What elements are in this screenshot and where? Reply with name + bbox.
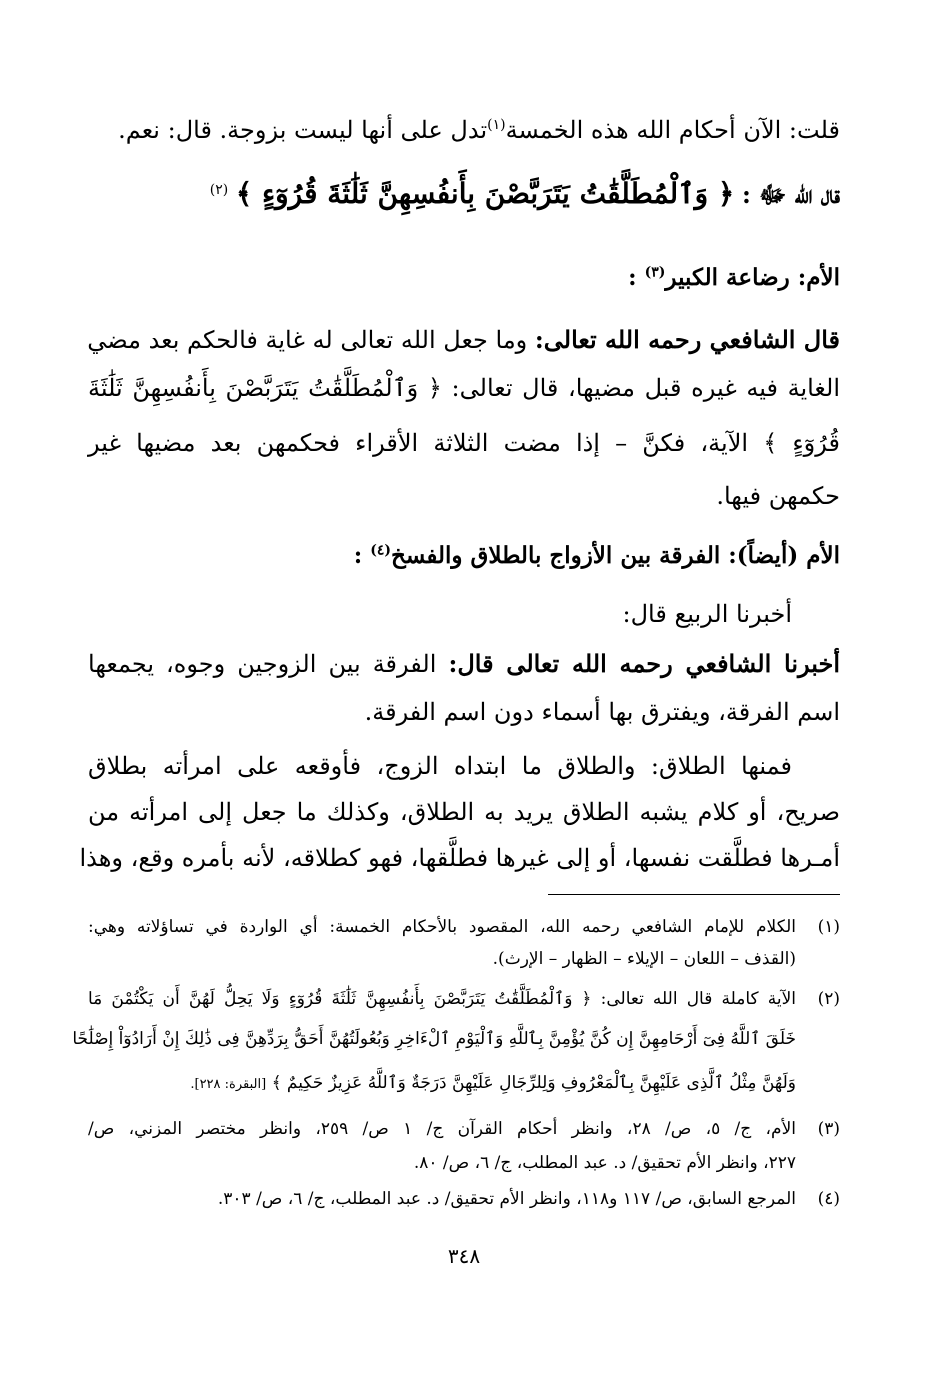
para2-line1: أخبرنا الربيع قال: <box>622 600 792 628</box>
footnote-1-line1 <box>88 912 840 942</box>
para4-line3: أمـرها فطلَّقت نفسها، أو إلى غيرها فطلَّقها، فهو كطلاقه، لأنه بأمره وقع، وهذا <box>79 844 840 872</box>
line1-after: تدل على أنها ليست بزوجة. قال: نعم. <box>118 116 488 144</box>
footnote-ref-1: (١) <box>487 117 506 133</box>
footnote-ref-2: (٢) <box>209 182 229 198</box>
footnote-2-verse-end: وَلَهُنَّ مِثْلُ ٱلَّذِى عَلَيْهِنَّ بِٱلْمَعْرُوفِ وَلِلرِّجَالِ عَلَيْهِنَّ دَرَجَةٌ وَٱللَّهُ عَزِيزٌ حَكِيمٌ ﴾ <box>271 1073 796 1093</box>
footnote-2-number: (٢) <box>817 989 840 1009</box>
footnote-ref-4: (٤) <box>370 542 391 559</box>
heading2-text: الأم (أيضاً): الفرقة بين الأزواج بالطلاق والفسخ <box>390 542 840 569</box>
footnote-separator <box>548 894 840 895</box>
para1-lead: قال الشافعي رحمه الله تعالى: <box>534 325 840 354</box>
para1-line1-rest: وما جعل الله تعالى له غاية فالحكم بعد مضي <box>87 326 535 354</box>
quran-verse: ﴿ وَٱلْمُطَلَّقَٰتُ يَتَرَبَّصْنَ بِأَنفُسِهِنَّ ثَلَٰثَةَ قُرُوٓءٍ ﴾ <box>235 177 735 210</box>
heading1-text: الأم: رضاعة الكبير <box>665 264 840 291</box>
verse-lead: قال الله ﷻ : <box>741 180 840 209</box>
footnote-1-number: (١) <box>817 917 840 937</box>
heading-furqa <box>88 538 840 574</box>
footnote-2-line1 <box>88 984 840 1014</box>
footnote-3-line1 <box>88 1114 840 1144</box>
footnote-4-text: المرجع السابق، ص/ ١١٧ و١١٨، وانظر الأم تحقيق/ د. عبد المطلب، ج/ ٦، ص/ ٣٠٣. <box>217 1189 796 1209</box>
footnote-1-line2: (القذف – اللعان – الإيلاء – الظهار – الإرث). <box>492 949 796 969</box>
footnote-2-line2: خَلَقَ ٱللَّهُ فِىٓ أَرْحَامِهِنَّ إِن كُنَّ يُؤْمِنَّ بِٱللَّهِ وَٱلْيَوْمِ ٱلْءَاخِرِ وَبُعُولَتُهُنَّ أَحَقُّ بِرَدِّهِنَّ فِى ذَٰلِكَ إِنْ أَرَادُوٓاْ إِصْلَٰحًا <box>72 1029 796 1049</box>
para3-lead: أخبرنا الشافعي رحمه الله تعالى قال: <box>448 649 840 678</box>
para3-line2: اسم الفرقة، ويفترق بها أسماء دون اسم الفرقة. <box>364 698 840 726</box>
page-number: ٣٤٨ <box>447 1244 481 1268</box>
line1-before: قلت: الآن أحكام الله هذه الخمسة <box>505 116 840 144</box>
footnote-2-text: الآية كاملة قال الله تعالى: ﴿ وَٱلْمُطَلَّقَٰتُ يَتَرَبَّصْنَ بِأَنفُسِهِنَّ ثَلَٰثَةَ قُرُوٓءٍ وَلَا يَحِلُّ لَهُنَّ أَن يَكْتُمْنَ مَا <box>88 989 796 1009</box>
para1-line4: حكمهن فيها. <box>716 482 840 510</box>
para1-line3: قُرُوٓءٍ ﴾ الآية، فكنَّ – إذا مضت الثلاثة الأقراء فحكمهن بعد مضيها غير <box>88 429 840 457</box>
para1-line2: الغاية فيه غيره قبل مضيها، قال تعالى: ﴿ وَٱلْمُطَلَّقَٰتُ يَتَرَبَّصْنَ بِأَنفُسِهِنَّ ثَلَٰثَةَ <box>88 374 840 402</box>
footnote-ref-3: (٣) <box>644 264 666 281</box>
text-line-1 <box>88 112 840 148</box>
para3-line1 <box>88 646 840 682</box>
footnote-3-number: (٣) <box>817 1119 840 1139</box>
footnote-2-ref: [البقرة: ٢٢٨]. <box>190 1077 267 1092</box>
heading1-tail: : <box>628 264 645 291</box>
footnote-4-line1 <box>88 1184 840 1214</box>
para4-line2: صريح، أو كلام يشبه الطلاق يريد به الطلاق، وكذلك ما جعل إلى امرأته من <box>88 798 840 826</box>
para3-line1-rest: الفرقة بين الزوجين وجوه، يجمعها <box>88 650 449 678</box>
heading2-tail: : <box>353 542 371 569</box>
heading-radaa-alkabeer <box>88 260 840 296</box>
footnote-4-number: (٤) <box>817 1189 840 1209</box>
footnote-3-line2: ٢٢٧، وانظر الأم تحقيق/ د. عبد المطلب، ج/ ٦، ص/ ٨٠. <box>413 1153 796 1173</box>
footnote-3-text: الأم، ج/ ٥، ص/ ٢٨، وانظر أحكام القرآن ج/ ١ ص/ ٢٥٩، وانظر مختصر المزني، ص/ <box>88 1119 796 1139</box>
para4-line1: فمنها الطلاق: والطلاق ما ابتداه الزوج، فأوقعه على امرأته بطلاق <box>88 752 792 780</box>
verse-line <box>88 174 840 215</box>
book-page <box>72 0 840 1384</box>
footnote-2-line3 <box>88 1068 796 1100</box>
para1-line1 <box>88 322 840 358</box>
footnote-1-text: الكلام للإمام الشافعي رحمه الله، المقصود بالأحكام الخمسة: أي الواردة في تساؤلاته وهي: <box>88 917 796 937</box>
